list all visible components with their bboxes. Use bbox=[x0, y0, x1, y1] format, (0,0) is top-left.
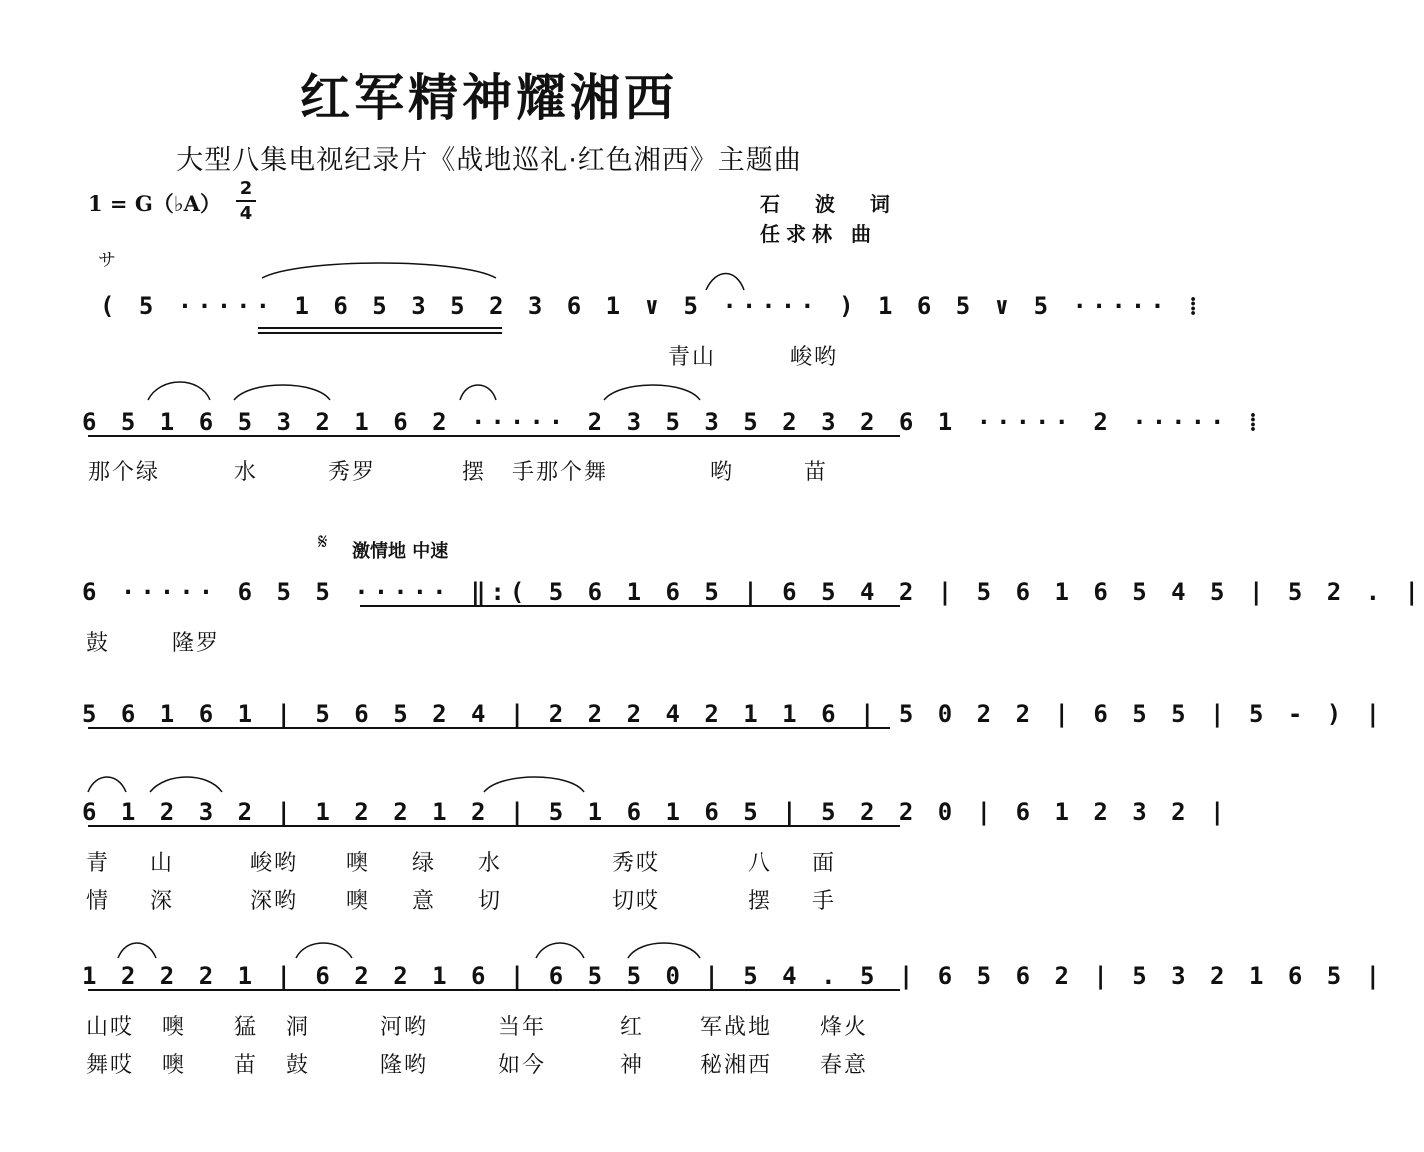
lyric: 哟 bbox=[710, 460, 735, 485]
slur bbox=[604, 385, 700, 400]
lyric: 切哎 bbox=[612, 889, 661, 914]
free-tempo-mark: サ bbox=[98, 250, 116, 271]
lyric: 隆哟 bbox=[380, 1053, 429, 1078]
lyric: 秘湘西 bbox=[700, 1053, 773, 1078]
lyric: 摆 bbox=[748, 889, 773, 914]
staff-notes: ( 5 ····· 1 6 5 3 5 2 3 6 1 ∨ 5 ····· ) 1 6 5 ∨ 5 ····· ⁞ bbox=[100, 292, 1203, 320]
lyric: 情 bbox=[86, 889, 111, 914]
staff-notes: 6 5 1 6 5 3 2 1 6 2 ····· 2 3 5 3 5 2 3 2 6 1 ····· 2 ····· ⁞ bbox=[82, 408, 1262, 436]
staff-4 bbox=[0, 700, 1386, 780]
staff-notes: 6 ····· 6 5 5 ····· ‖:( 5 6 1 6 5 | 6 5 4 2 | 5 6 1 6 5 4 5 | 5 2 . | bbox=[82, 578, 1424, 606]
lyric: 绿 bbox=[412, 851, 437, 876]
segno-sign: 𝄋 bbox=[318, 530, 328, 555]
lyric: 山哎 bbox=[86, 1015, 135, 1040]
slur bbox=[234, 385, 330, 400]
lyric: 猛 bbox=[234, 1015, 259, 1040]
lyric: 噢 bbox=[162, 1053, 187, 1078]
lyric: 洞 bbox=[286, 1015, 311, 1040]
lyricist-credit: 石 波 词 bbox=[760, 192, 904, 216]
lyric: 峻哟 bbox=[250, 851, 299, 876]
lyric: 舞哎 bbox=[86, 1053, 135, 1078]
composer-credit: 任求林 曲 bbox=[760, 222, 877, 246]
slur bbox=[296, 943, 352, 958]
lyric: 如今 bbox=[498, 1053, 547, 1078]
lyric: 青山 bbox=[668, 345, 717, 370]
staff-notes: 1 2 2 2 1 | 6 2 2 1 6 | 6 5 5 0 | 5 4 . 5 | 6 5 6 2 | 5 3 2 1 6 5 | bbox=[82, 962, 1386, 990]
lyric: 水 bbox=[234, 460, 259, 485]
lyric: 秀罗 bbox=[328, 460, 377, 485]
slur bbox=[628, 943, 700, 958]
time-signature bbox=[236, 178, 256, 224]
staff-notes: 6 1 2 3 2 | 1 2 2 1 2 | 5 1 6 1 6 5 | 5 2 2 0 | 6 1 2 3 2 | bbox=[82, 798, 1230, 826]
lyric: 摆 bbox=[462, 460, 487, 485]
meter-top: 2 bbox=[239, 178, 253, 199]
lyric: 河哟 bbox=[380, 1015, 429, 1040]
lyric: 手 bbox=[812, 889, 837, 914]
slur bbox=[706, 274, 744, 291]
tempo-marking: 激情地 中速 bbox=[352, 541, 449, 562]
lyric: 春意 bbox=[820, 1053, 869, 1078]
lyric: 手那个舞 bbox=[512, 460, 609, 485]
lyric: 那个绿 bbox=[88, 460, 161, 485]
slur bbox=[460, 385, 496, 400]
lyric: 八 bbox=[748, 851, 773, 876]
key-signature: 1 = G（♭A） bbox=[88, 191, 221, 216]
slur bbox=[148, 382, 210, 400]
slur bbox=[262, 263, 496, 278]
lyric: 峻哟 bbox=[790, 345, 839, 370]
lyric: 噢 bbox=[346, 889, 371, 914]
meter-bar bbox=[236, 200, 256, 202]
lyric: 苗 bbox=[234, 1053, 259, 1078]
staff-3 bbox=[0, 578, 1424, 658]
lyric: 深 bbox=[150, 889, 175, 914]
lyric: 噢 bbox=[346, 851, 371, 876]
lyric: 切 bbox=[478, 889, 503, 914]
lyric: 青 bbox=[86, 851, 111, 876]
song-title: 红军精神耀湘西 bbox=[300, 69, 678, 127]
lyric: 秀哎 bbox=[612, 851, 661, 876]
lyric: 鼓 bbox=[286, 1053, 311, 1078]
lyric: 当年 bbox=[498, 1015, 547, 1040]
staff-notes: 5 6 1 6 1 | 5 6 5 2 4 | 2 2 2 4 2 1 1 6 | 5 0 2 2 | 6 5 5 | 5 - ) | bbox=[82, 700, 1386, 728]
lyric: 意 bbox=[412, 889, 437, 914]
lyric: 红 bbox=[620, 1015, 645, 1040]
meter-bottom: 4 bbox=[239, 203, 253, 224]
lyric: 山 bbox=[150, 851, 175, 876]
lyric: 水 bbox=[478, 851, 503, 876]
lyric: 鼓 bbox=[86, 631, 111, 656]
lyric: 神 bbox=[620, 1053, 645, 1078]
lyric: 噢 bbox=[162, 1015, 187, 1040]
lyric: 隆罗 bbox=[172, 631, 221, 656]
song-subtitle: 大型八集电视纪录片《战地巡礼·红色湘西》主题曲 bbox=[176, 145, 802, 176]
slur bbox=[118, 943, 156, 958]
lyric: 面 bbox=[812, 851, 837, 876]
slur bbox=[536, 943, 584, 958]
lyric: 深哟 bbox=[250, 889, 299, 914]
lyric: 军战地 bbox=[700, 1015, 773, 1040]
lyric: 苗 bbox=[804, 460, 829, 485]
lyric: 烽火 bbox=[820, 1015, 869, 1040]
